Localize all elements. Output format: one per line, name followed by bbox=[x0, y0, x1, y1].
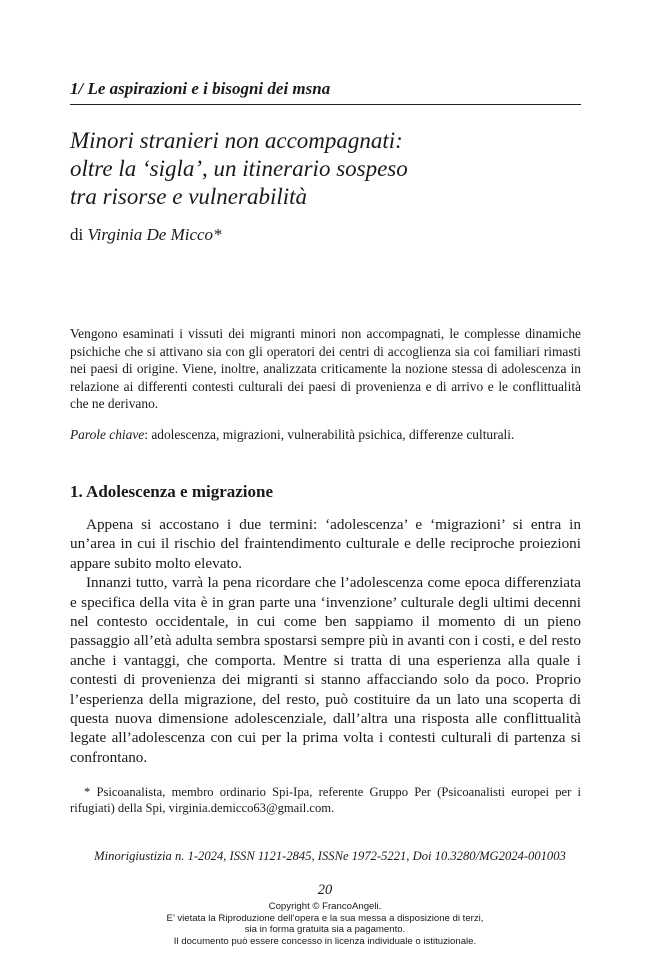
author-name: Virginia De Micco* bbox=[87, 225, 222, 244]
author-line bbox=[70, 225, 222, 245]
copyright-notice bbox=[0, 901, 650, 948]
keywords-label: Parole chiave bbox=[70, 427, 145, 442]
article-title bbox=[70, 127, 590, 211]
title-line: Minori stranieri non accompagnati: bbox=[70, 128, 403, 153]
title-line: oltre la ‘sigla’, un itinerario sospeso bbox=[70, 156, 408, 181]
copyright-line: sia in forma gratuita sia a pagamento. bbox=[244, 924, 406, 936]
abstract: Vengono esaminati i vissuti dei migranti minori non accompagnati, le complesse dinamiche psichiche che si attivano sia con gli operatori dei centri di accoglienza sia coi familiari rimasti nei paesi di origine. Viene, inoltre, analizzata criticamente la nozione stessa di adolescenza in relazione ai differenti contesti culturali dei paesi di provenienza e di arrivo e le conflittualità che ne derivano. bbox=[70, 326, 581, 412]
footnote: * Psicoanalista, membro ordinario Spi-Ipa, referente Gruppo Per (Psicoanalisti europei per i rifugiati) della Spi, virginia.demicco63@gmail.com. bbox=[70, 785, 581, 816]
author-prefix: di bbox=[70, 225, 84, 244]
page-number: 20 bbox=[317, 882, 333, 898]
section-header: 1/ Le aspirazioni e i bisogni dei msna bbox=[70, 79, 581, 105]
copyright-line: E’ vietata la Riproduzione dell’opera e la sua messa a disposizione di terzi, bbox=[166, 912, 484, 924]
body-text bbox=[70, 515, 581, 767]
keywords-text: : adolescenza, migrazioni, vulnerabilità psichica, differenze culturali. bbox=[144, 427, 515, 442]
keywords bbox=[70, 426, 590, 444]
title-line: tra risorse e vulnerabilità bbox=[70, 184, 308, 209]
paragraph: Appena si accostano i due termini: ‘adolescenza’ e ‘migrazioni’ si entra in un’area in cui il rischio del fraintendimento culturale e delle reciproche proiezioni appare subito molto elevato. bbox=[70, 516, 581, 572]
journal-reference: Minorigiustizia n. 1-2024, ISSN 1121-2845, ISSNe 1972-5221, Doi 10.3280/MG2024-001003 bbox=[94, 849, 566, 863]
section-heading: 1. Adolescenza e migrazione bbox=[70, 482, 274, 501]
copyright-line: Copyright © FrancoAngeli. bbox=[268, 901, 382, 912]
paragraph: Innanzi tutto, varrà la pena ricordare che l’adolescenza come epoca differenziata e specifica della vita è in gran parte una ‘invenzione’ culturale degli ultimi decenni nel contesto occidentale, in cui come ben sappiamo il momento di un pieno passaggio all’età adulta sembra spostarsi sempre più in avanti con i costi, e del resto anche i vantaggi, che comporta. Mentre si tratta di una esperienza alla quale i contesti di provenienza dei migranti si stanno affacciando solo da poco. Proprio l’esperienza della migrazione, del resto, può costituire da un lato una scoperta di questa nuova dimensione adolescenziale, dall’altra una risposta alle conflittualità legate all’adolescenza con cui per la prima volta i contesti culturali di partenza si confrontano. bbox=[70, 574, 581, 766]
copyright-line: Il documento può essere concesso in licenza individuale o istituzionale. bbox=[173, 936, 477, 948]
